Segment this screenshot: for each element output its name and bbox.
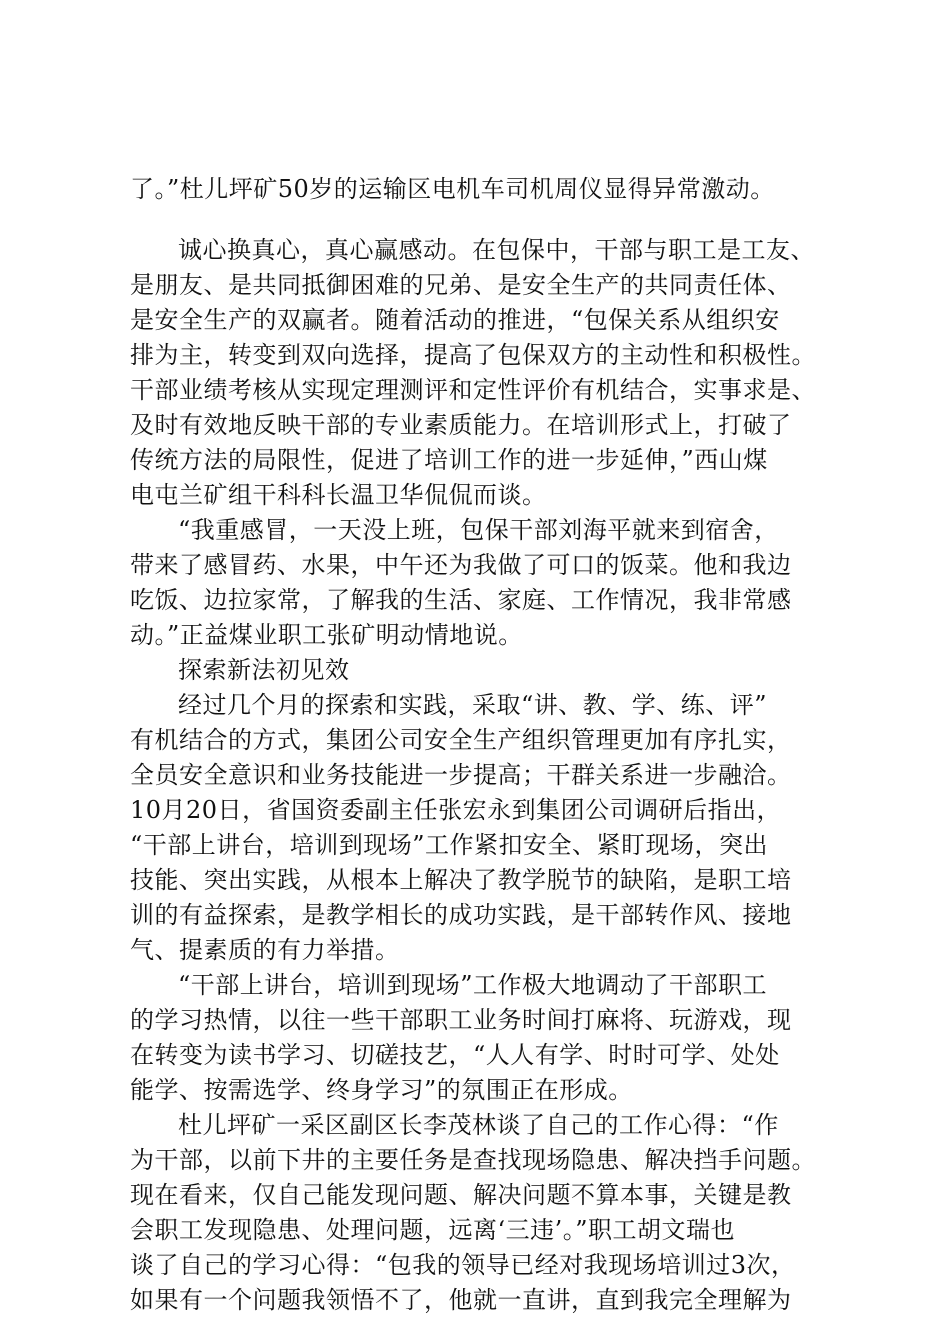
paragraph-line: “干部上讲台，培训到现场”工作紧扣安全、紧盯现场，突出 <box>130 831 769 859</box>
paragraph-line: 有机结合的方式，集团公司安全生产组织管理更加有序扎实， <box>130 726 792 754</box>
paragraph-line: 杜儿坪矿一采区副区长李茂林谈了自己的工作心得：“作 <box>178 1111 779 1139</box>
paragraph-line: 经过几个月的探索和实践，采取“讲、教、学、练、评” <box>178 691 768 719</box>
paragraph-line: 谈了自己的学习心得：“包我的领导已经对我现场培训过3次， <box>130 1251 796 1279</box>
paragraph-line: 电屯兰矿组干科科长温卫华侃侃而谈。 <box>130 481 547 509</box>
paragraph-line: 是朋友、是共同抵御困难的兄弟、是安全生产的共同责任体、 <box>130 271 792 299</box>
paragraph-line: 现在看来，仅自己能发现问题、解决问题不算本事，关键是教 <box>130 1181 792 1209</box>
paragraph-line: 了。”杜儿坪矿50岁的运输区电机车司机周仪显得异常激动。 <box>130 175 775 203</box>
paragraph-line: 训的有益探索，是教学相长的成功实践，是干部转作风、接地 <box>130 901 792 929</box>
paragraph-line: 动。”正益煤业职工张矿明动情地说。 <box>130 621 523 649</box>
paragraph-line: 为干部，以前下井的主要任务是查找现场隐患、解决挡手问题。 <box>130 1146 816 1174</box>
paragraph-line: 全员安全意识和业务技能进一步提高；干群关系进一步融洽。 <box>130 761 792 789</box>
paragraph-line: “我重感冒，一天没上班，包保干部刘海平就来到宿舍， <box>178 516 779 544</box>
paragraph-line: 带来了感冒药、水果，中午还为我做了可口的饭菜。他和我边 <box>130 551 792 579</box>
paragraph-line: 诚心换真心，真心赢感动。在包保中，干部与职工是工友、 <box>178 236 815 264</box>
paragraph-line: 排为主，转变到双向选择，提高了包保双方的主动性和积极性。 <box>130 341 816 369</box>
paragraph-line: 及时有效地反映干部的专业素质能力。在培训形式上，打破了 <box>130 411 792 439</box>
paragraph-line: 技能、突出实践，从根本上解决了教学脱节的缺陷，是职工培 <box>130 866 792 894</box>
paragraph-line: “干部上讲台，培训到现场”工作极大地调动了干部职工 <box>178 971 768 999</box>
paragraph-line: 吃饭、边拉家常，了解我的生活、家庭、工作情况，我非常感 <box>130 586 792 614</box>
paragraph-line: 的学习热情，以往一些干部职工业务时间打麻将、玩游戏，现 <box>130 1006 792 1034</box>
section-heading: 探索新法初见效 <box>178 656 350 684</box>
paragraph-line: 是安全生产的双赢者。随着活动的推进，“包保关系从组织安 <box>130 306 780 334</box>
paragraph-line: 气、提素质的有力举措。 <box>130 936 400 964</box>
paragraph-line: 传统方法的局限性，促进了培训工作的进一步延伸，”西山煤 <box>130 446 768 474</box>
paragraph-line: 在转变为读书学习、切磋技艺，“人人有学、时时可学、处处 <box>130 1041 780 1069</box>
paragraph-line: 如果有一个问题我领悟不了，他就一直讲，直到我完全理解为 <box>130 1286 792 1314</box>
paragraph-line: 干部业绩考核从实现定理测评和定性评价有机结合，实事求是、 <box>130 376 816 404</box>
paragraph-line: 能学、按需选学、终身学习”的氛围正在形成。 <box>130 1076 633 1104</box>
paragraph-line: 会职工发现隐患、处理问题，远离‘三违’。”职工胡文瑞也 <box>130 1216 736 1244</box>
paragraph-line: 10月20日，省国资委副主任张宏永到集团公司调研后指出， <box>130 796 782 824</box>
